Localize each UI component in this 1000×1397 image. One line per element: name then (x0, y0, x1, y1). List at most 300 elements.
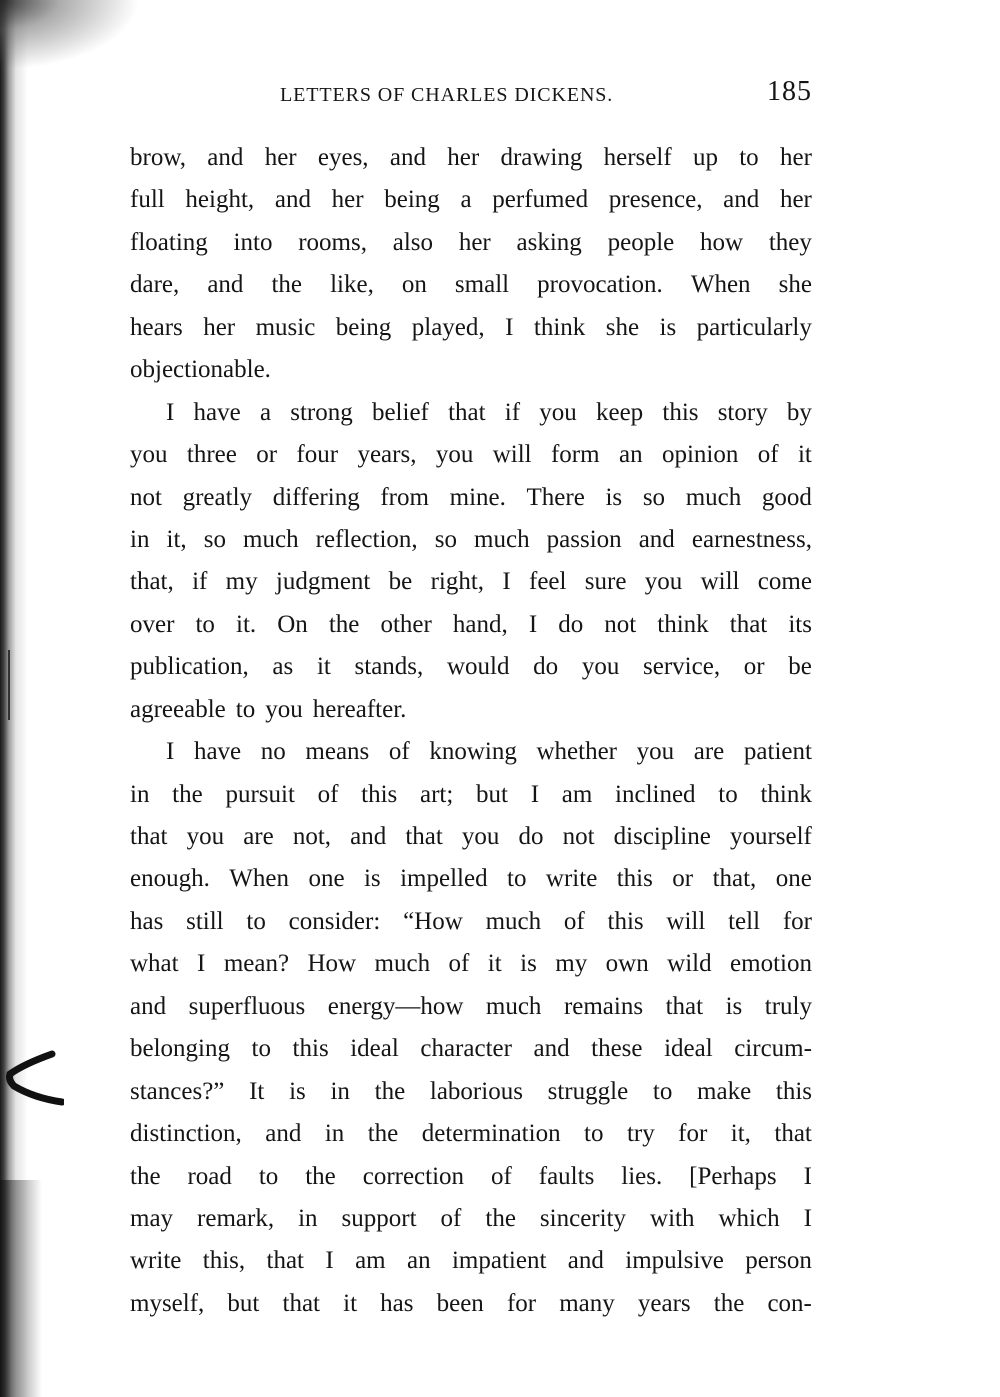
word: this (775, 1077, 812, 1105)
word: you (186, 823, 225, 850)
word: as (272, 653, 294, 681)
word: agreeable (130, 695, 226, 723)
word: I (530, 780, 540, 808)
text-line (130, 689, 812, 731)
word: energy—how (327, 992, 464, 1020)
word: I (197, 950, 206, 978)
text-line (130, 137, 812, 179)
word: and (207, 271, 244, 299)
word: has (130, 907, 164, 935)
word: lies. (621, 1162, 663, 1190)
word: pursuit (225, 780, 295, 808)
text-line (130, 222, 812, 264)
word: still (186, 907, 224, 935)
word: it. (236, 610, 257, 638)
word: of (388, 738, 410, 766)
word: it (487, 950, 502, 978)
word: truly (764, 992, 812, 1020)
running-head: LETTERS OF CHARLES DICKENS. (280, 84, 614, 106)
word: try (626, 1120, 655, 1148)
word: not (130, 483, 162, 511)
word: played, (411, 313, 485, 341)
word: be (788, 653, 812, 681)
word: you (539, 398, 577, 426)
word: being (384, 186, 440, 214)
word: sure (584, 568, 627, 596)
word: brow, (130, 144, 187, 171)
word: in (130, 780, 150, 808)
word: so (203, 525, 226, 553)
page-number: 185 (767, 76, 812, 107)
word: people (607, 228, 675, 256)
word: you (461, 823, 500, 850)
word: her (264, 144, 297, 171)
word: her (779, 186, 812, 214)
word: are (243, 823, 274, 850)
word: think (760, 780, 812, 808)
word: her (458, 228, 491, 256)
word: up (692, 144, 718, 171)
word: her (779, 144, 812, 171)
text-line (130, 731, 812, 773)
word: so (642, 483, 666, 511)
word: that (282, 1289, 320, 1317)
word: rooms, (298, 228, 367, 256)
word: not, (292, 823, 332, 850)
word: and (274, 186, 311, 214)
word: if (504, 398, 521, 426)
word: dare, (130, 271, 180, 299)
word: reflection, (315, 525, 418, 553)
word: to (246, 907, 266, 935)
word: of (491, 1162, 512, 1190)
word: so (434, 525, 457, 553)
page-clip-mark (4, 1050, 64, 1110)
word: struggle (547, 1077, 629, 1105)
word: judgment (275, 568, 371, 596)
word: When (229, 865, 289, 893)
word: music (255, 313, 316, 341)
word: think (657, 610, 709, 638)
word: is (659, 313, 677, 341)
text-line (130, 604, 812, 646)
word: When (690, 271, 751, 299)
text-line (130, 1071, 812, 1113)
text-line (130, 816, 812, 858)
word: art; (420, 780, 454, 808)
word: to (235, 695, 256, 723)
word: it (343, 1289, 358, 1317)
word: stances?” (130, 1077, 225, 1105)
word: four (296, 441, 339, 469)
word: full (130, 186, 165, 214)
word: she (778, 271, 812, 299)
word: How (307, 950, 357, 978)
word: of (448, 950, 470, 978)
word: keep (595, 398, 644, 426)
word: her (447, 144, 480, 171)
word: my (225, 568, 258, 596)
word: I (803, 1162, 812, 1190)
word: that (448, 398, 486, 426)
word: the (305, 1162, 336, 1190)
word: impulsive (625, 1247, 724, 1275)
text-line (130, 1198, 812, 1240)
word: con- (767, 1289, 812, 1317)
word: these (591, 1035, 643, 1063)
word: patient (743, 738, 812, 766)
word: would (446, 653, 510, 681)
word: road (187, 1162, 232, 1190)
word: I (528, 610, 538, 638)
word: over (130, 610, 175, 638)
word: belonging (130, 1035, 230, 1063)
text-line (130, 1240, 812, 1282)
word: has (380, 1289, 414, 1317)
word: is (363, 865, 381, 893)
word: service, (643, 653, 721, 681)
word: greatly (182, 483, 253, 511)
word: no (260, 738, 286, 766)
word: a (460, 186, 472, 214)
word: and (265, 1120, 302, 1148)
word: to (584, 1120, 604, 1148)
word: There (526, 483, 585, 511)
word: three (186, 441, 237, 469)
word: tell (728, 907, 761, 935)
word: that (130, 823, 168, 850)
word: the (328, 610, 360, 638)
word: it, (730, 1120, 751, 1148)
word: presence, (608, 186, 703, 214)
word: you (644, 568, 683, 596)
word: her (203, 313, 236, 341)
word: much (474, 525, 530, 553)
word: I (803, 1204, 812, 1232)
word: her (331, 186, 364, 214)
word: inclined (615, 780, 696, 808)
word: the (485, 1204, 516, 1232)
word: to (507, 865, 527, 893)
word: whether (536, 738, 618, 766)
word: or (256, 441, 278, 469)
word: form (550, 441, 600, 469)
word: and (207, 144, 244, 171)
word: its (788, 610, 812, 638)
word: be (388, 568, 413, 596)
word: am (355, 1247, 386, 1275)
word: many (559, 1289, 615, 1317)
word: determination (421, 1120, 561, 1148)
word: much (243, 525, 299, 553)
word: character (420, 1035, 512, 1063)
word: faults (538, 1162, 595, 1190)
word: you (581, 653, 620, 681)
word: good (761, 483, 812, 511)
scan-bottom-shadow (0, 1180, 45, 1397)
word: for (678, 1120, 708, 1148)
word: that (405, 823, 443, 850)
text-line (130, 264, 812, 306)
word: ideal (350, 1035, 399, 1063)
word: floating (130, 228, 208, 256)
word: or (672, 865, 694, 893)
word: that (266, 1247, 304, 1275)
word: may (130, 1204, 174, 1232)
word: am (561, 780, 593, 808)
word: distinction, (130, 1120, 242, 1148)
word: come (757, 568, 812, 596)
page-header (130, 74, 812, 114)
word: it (316, 653, 331, 681)
word: discipline (613, 823, 711, 850)
word: circum- (734, 1035, 812, 1063)
word: that, (712, 865, 757, 893)
word: but (227, 1289, 260, 1317)
word: it, (166, 525, 187, 553)
word: superfluous (188, 992, 306, 1020)
word: perfumed (492, 186, 589, 214)
word: much (485, 907, 542, 935)
word: if (192, 568, 208, 596)
word: differing (272, 483, 360, 511)
word: you (265, 695, 303, 723)
word: means (305, 738, 370, 766)
word: for (506, 1289, 537, 1317)
word: one (775, 865, 812, 893)
word: this (607, 907, 644, 935)
text-line (130, 986, 812, 1028)
word: she (605, 313, 640, 341)
word: have (193, 738, 242, 766)
text-line (130, 1283, 812, 1325)
word: do (533, 653, 559, 681)
word: to (739, 144, 759, 171)
word: are (693, 738, 725, 766)
word: remark, (197, 1204, 275, 1232)
word: into (233, 228, 273, 256)
word: will (492, 441, 532, 469)
word: much (374, 950, 431, 978)
word: not (562, 823, 595, 850)
word: what (130, 950, 179, 978)
word: and (567, 1247, 604, 1275)
word: do (558, 610, 584, 638)
word: is (605, 483, 623, 511)
word: to (718, 780, 738, 808)
word: make (697, 1077, 752, 1105)
word: not (604, 610, 637, 638)
text-line (130, 349, 812, 391)
word: to (195, 610, 215, 638)
word: in (298, 1204, 318, 1232)
word: in (130, 525, 150, 553)
word: how (700, 228, 744, 256)
word: the (172, 780, 203, 808)
word: do (518, 823, 544, 850)
word: On (277, 610, 308, 638)
word: and (350, 823, 387, 850)
word: they (768, 228, 812, 256)
word: own (605, 950, 649, 978)
word: and (723, 186, 760, 214)
scan-corner-shadow (0, 0, 140, 70)
word: with (650, 1204, 695, 1232)
word: will (700, 568, 740, 596)
word: consider: (288, 907, 381, 935)
word: that (729, 610, 768, 638)
word: on (401, 271, 427, 299)
text-line (130, 434, 812, 476)
word: and (638, 525, 675, 553)
word: small (454, 271, 510, 299)
word: knowing (429, 738, 517, 766)
word: I (505, 313, 514, 341)
word: that (665, 992, 704, 1020)
word: publication, (130, 653, 249, 681)
body-text (130, 137, 812, 1337)
word: like, (330, 271, 374, 299)
text-line (130, 307, 812, 349)
word: the (374, 1077, 406, 1105)
word: herself (603, 144, 672, 171)
word: an (407, 1247, 431, 1275)
word: myself, (130, 1289, 205, 1317)
word: wild (667, 950, 712, 978)
word: hereafter. (312, 695, 407, 723)
word: sincerity (539, 1204, 627, 1232)
word: I (325, 1247, 334, 1275)
word: It (249, 1077, 265, 1105)
word: passion (546, 525, 622, 553)
word: is (520, 950, 537, 978)
word: this (616, 865, 653, 893)
word: “How (403, 907, 463, 935)
word: belief (371, 398, 429, 426)
word: the (713, 1289, 745, 1317)
word: you (636, 738, 675, 766)
word: this, (202, 1247, 246, 1275)
word: eyes, (317, 144, 369, 171)
word: an (618, 441, 643, 469)
word: remains (563, 992, 644, 1020)
word: but (476, 780, 508, 808)
text-line (130, 943, 812, 985)
word: also (392, 228, 434, 256)
word: laborious (429, 1077, 523, 1105)
word: ideal (664, 1035, 713, 1063)
word: this (361, 780, 398, 808)
word: [Perhaps (689, 1162, 777, 1190)
word: opinion (661, 441, 739, 469)
text-line (130, 477, 812, 519)
word: I (502, 568, 511, 596)
word: a (259, 398, 272, 426)
word: impatient (451, 1247, 547, 1275)
word: by (786, 398, 812, 426)
word: which (718, 1204, 780, 1232)
word: write (130, 1247, 182, 1275)
word: years (637, 1289, 691, 1317)
word: right, (430, 568, 485, 596)
word: story (717, 398, 768, 426)
text-line (130, 858, 812, 900)
word: the (130, 1162, 161, 1190)
word: it (797, 441, 812, 469)
word: from (380, 483, 429, 511)
word: for (782, 907, 812, 935)
text-line (130, 646, 812, 688)
word: is (289, 1077, 306, 1105)
word: particularly (696, 313, 812, 341)
word: emotion (730, 950, 812, 978)
word: yourself (729, 823, 812, 850)
word: the (367, 1120, 399, 1148)
scan-edge-line (8, 650, 10, 720)
word: think (533, 313, 586, 341)
word: drawing (500, 144, 583, 171)
word: of (757, 441, 779, 469)
word: that, (130, 568, 174, 596)
word: enough. (130, 865, 210, 893)
text-line (130, 561, 812, 603)
word: or (743, 653, 765, 681)
word: to (251, 1035, 271, 1063)
word: and (389, 144, 426, 171)
word: is (725, 992, 743, 1020)
word: and (130, 992, 167, 1020)
word: this (292, 1035, 329, 1063)
word: you (435, 441, 474, 469)
word: my (555, 950, 588, 978)
word: stands, (354, 653, 424, 681)
word: write (545, 865, 598, 893)
word: asking (516, 228, 582, 256)
text-line (130, 392, 812, 434)
text-line (130, 1156, 812, 1198)
word: to (258, 1162, 279, 1190)
word: earnestness, (691, 525, 812, 553)
word: been (436, 1289, 484, 1317)
word: one (308, 865, 345, 893)
word: of (440, 1204, 462, 1232)
word: of (317, 780, 339, 808)
word: to (652, 1077, 673, 1105)
word: mine. (449, 483, 506, 511)
text-line (130, 1113, 812, 1155)
word: in (324, 1120, 345, 1148)
word: mean? (223, 950, 290, 978)
word: the (271, 271, 303, 299)
word: height, (185, 186, 255, 214)
text-line (130, 901, 812, 943)
word: strong (290, 398, 353, 426)
word: other (380, 610, 432, 638)
word: I (166, 398, 175, 426)
text-line (130, 1028, 812, 1070)
word: in (330, 1077, 350, 1105)
word: objectionable. (130, 356, 271, 384)
word: have (193, 398, 241, 426)
word: being (335, 313, 392, 341)
word: I (166, 738, 175, 766)
word: you (130, 441, 168, 469)
word: and (533, 1035, 570, 1063)
word: support (341, 1204, 417, 1232)
word: much (485, 992, 542, 1020)
word: this (662, 398, 699, 426)
word: of (563, 907, 585, 935)
